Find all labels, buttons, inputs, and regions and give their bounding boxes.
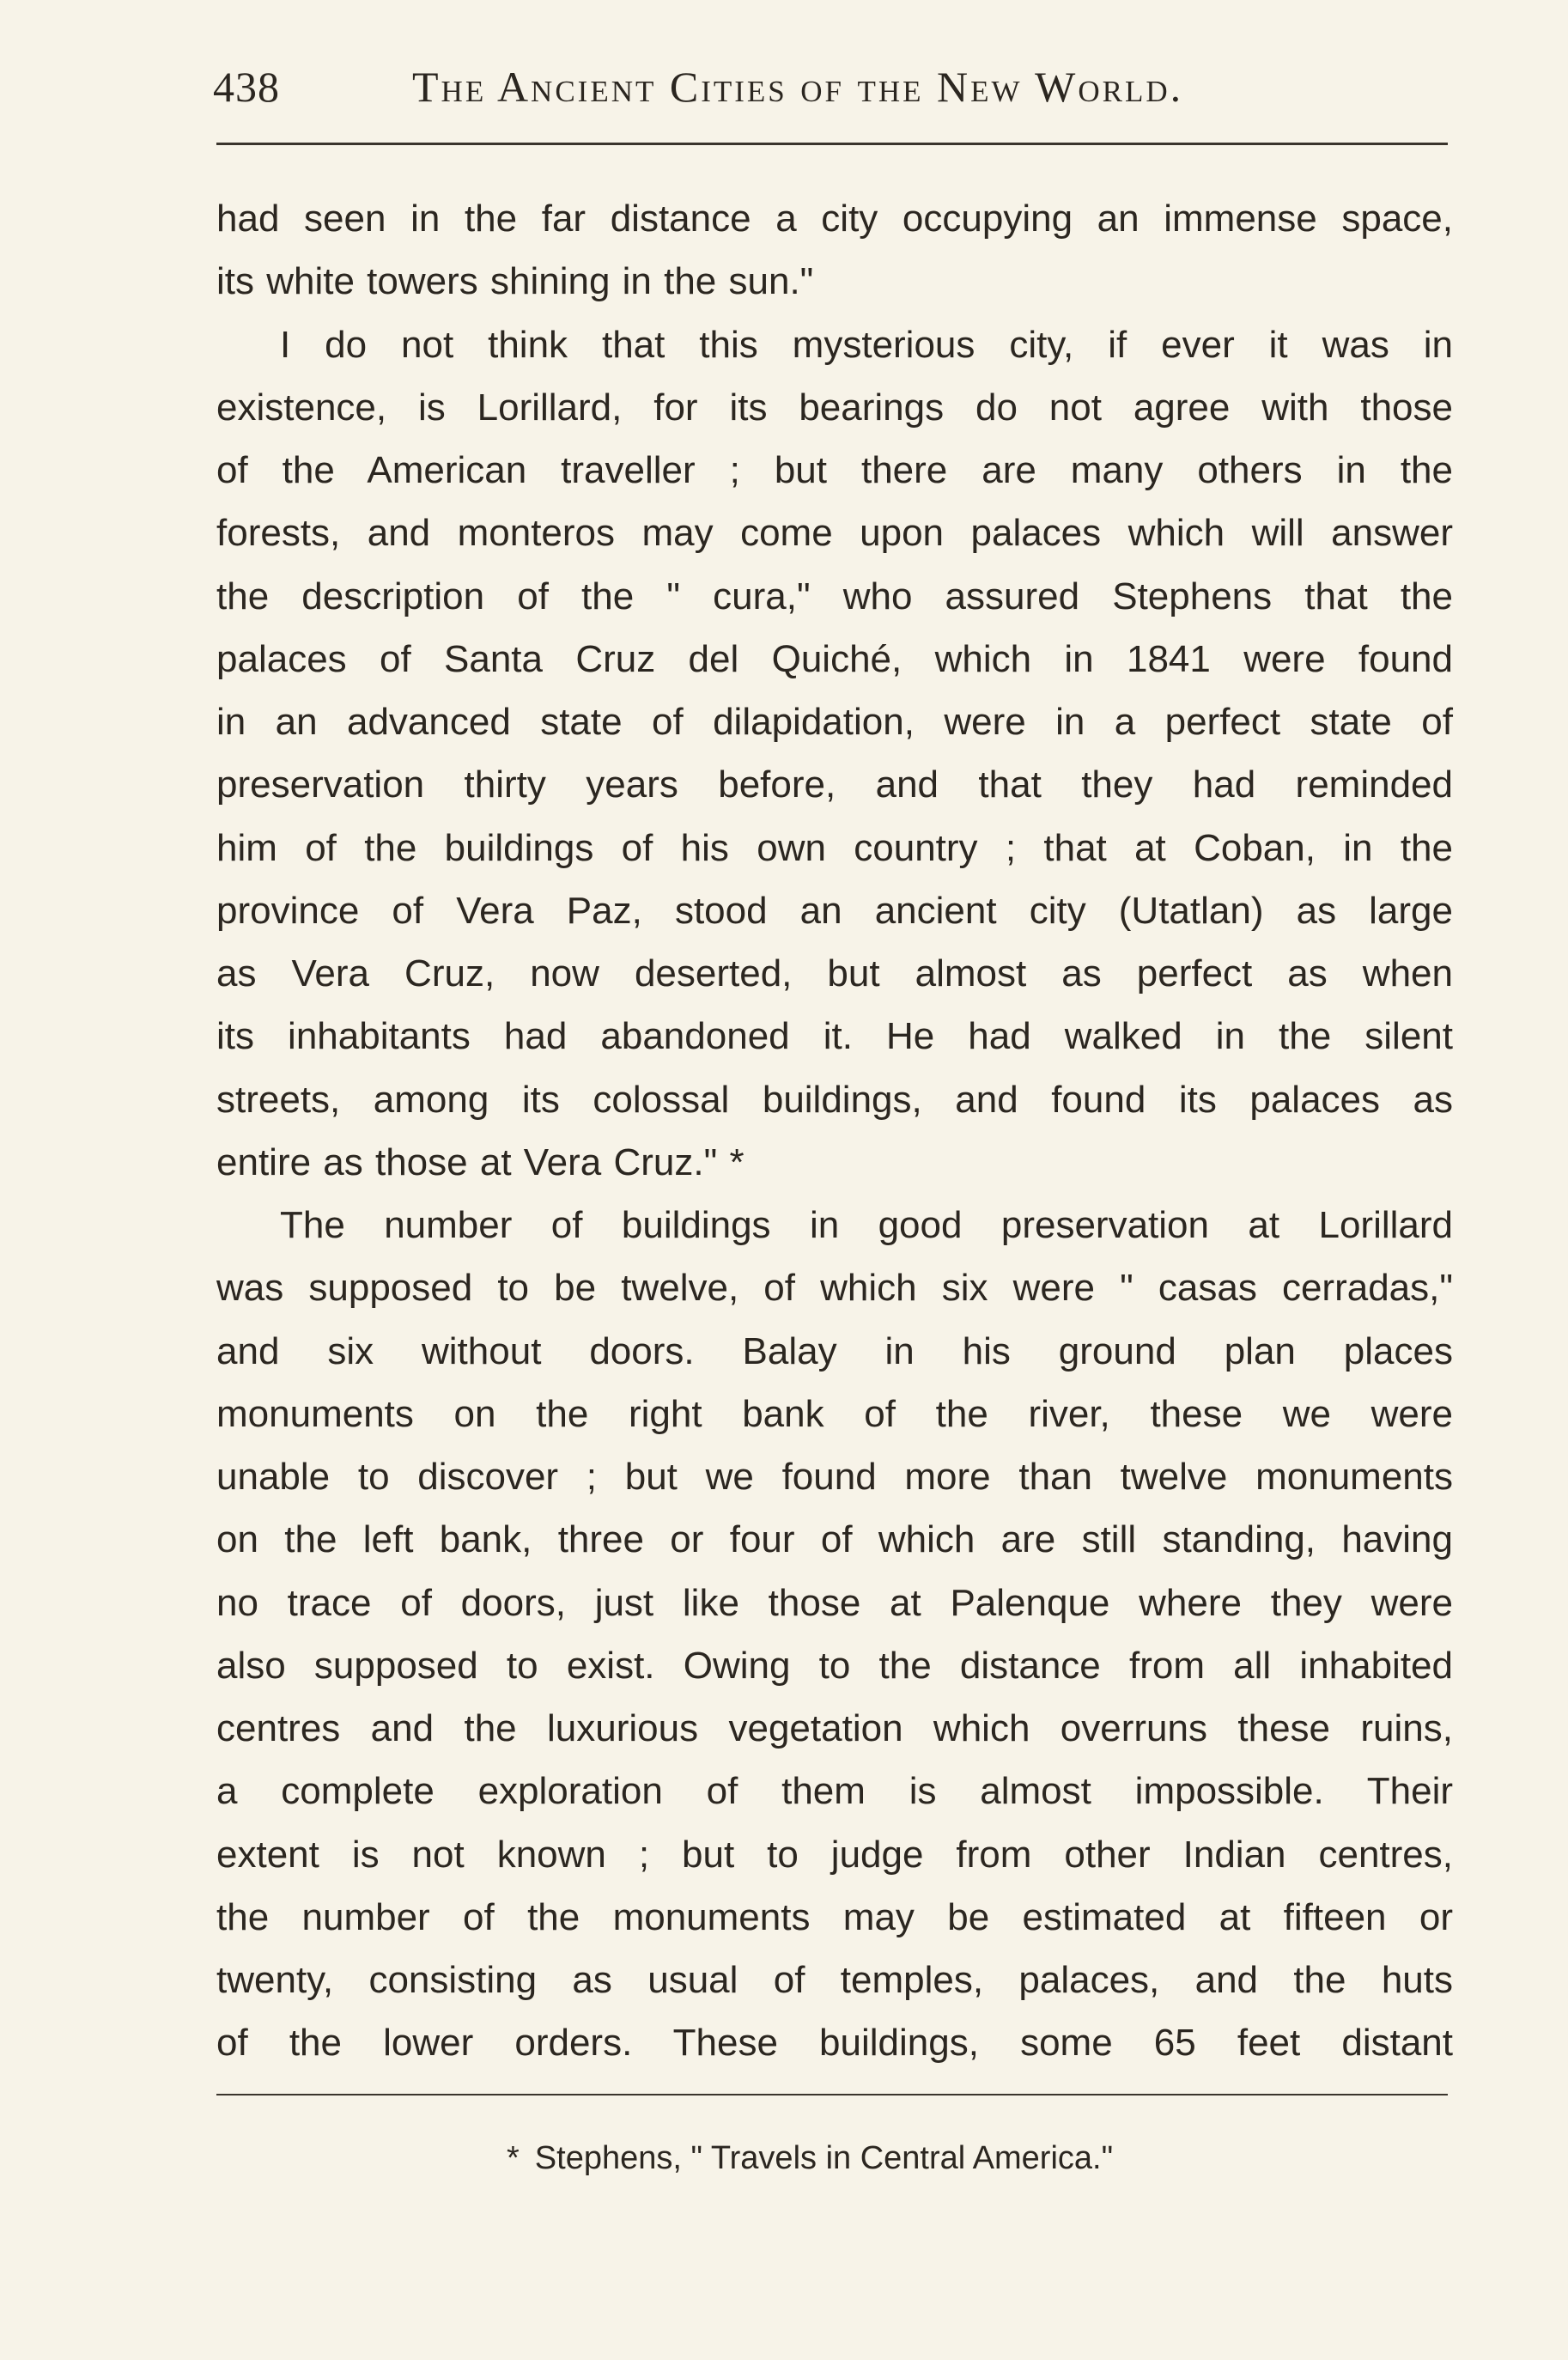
text-line: unable to discover ; but we found more than twelve monuments <box>216 1456 1453 1498</box>
text-line: forests, and monteros may come upon palaces which will answer <box>216 512 1453 555</box>
text-line: province of Vera Paz, stood an ancient city (Utatlan) as large <box>216 889 1453 932</box>
body-text <box>216 187 1453 2075</box>
running-title: The Ancient Cities of the New World. <box>412 63 1184 111</box>
text-line: existence, is Lorillard, for its bearings do not agree with those <box>216 386 1453 429</box>
text-line: I do not think that this mysterious city, if ever it was in <box>280 323 1453 366</box>
text-line: no trace of doors, just like those at Palenque where they were <box>216 1581 1453 1624</box>
text-line: streets, among its colossal buildings, and found its palaces as <box>216 1078 1453 1121</box>
text-line: centres and the luxurious vegetation which overruns these ruins, <box>216 1707 1453 1749</box>
footnote-mark: * <box>507 2140 520 2176</box>
text-line: in an advanced state of dilapidation, were in a perfect state of <box>216 701 1453 743</box>
text-line: as Vera Cruz, now deserted, but almost as perfect as when <box>216 952 1453 994</box>
page-header <box>213 62 1449 122</box>
text-line: the description of the " cura," who assured Stephens that the <box>216 575 1453 617</box>
text-line: palaces of Santa Cruz del Quiché, which in 1841 were found <box>216 637 1453 680</box>
text-line: entire as those at Vera Cruz." * <box>216 1140 744 1183</box>
page-number: 438 <box>213 63 280 111</box>
text-line: was supposed to be twelve, of which six were " casas cerradas," <box>216 1267 1453 1310</box>
header-rule <box>216 143 1448 145</box>
text-line: a complete exploration of them is almost impossible. Their <box>216 1770 1453 1813</box>
text-line: its inhabitants had abandoned it. He had walked in the silent <box>216 1015 1453 1058</box>
text-line: twenty, consisting as usual of temples, palaces, and the huts <box>216 1959 1453 2001</box>
text-line: on the left bank, three or four of which are still standing, having <box>216 1518 1453 1561</box>
text-line: had seen in the far distance a city occupying an immense space, <box>216 198 1453 240</box>
footnote-rule <box>216 2094 1448 2095</box>
text-line: preservation thirty years before, and that they had reminded <box>216 763 1453 806</box>
text-line: its white towers shining in the sun." <box>216 260 814 303</box>
text-line: the number of the monuments may be estimated at fifteen or <box>216 1895 1453 1938</box>
text-line: The number of buildings in good preservation at Lorillard <box>280 1204 1453 1246</box>
text-line: also supposed to exist. Owing to the distance from all inhabited <box>216 1644 1453 1687</box>
text-line: of the American traveller ; but there are many others in the <box>216 449 1453 491</box>
footnote <box>507 2140 1113 2177</box>
footnote-text: Stephens, " Travels in Central America." <box>534 2140 1114 2176</box>
text-line: him of the buildings of his own country ; that at Coban, in the <box>216 826 1453 869</box>
text-line: extent is not known ; but to judge from other Indian centres, <box>216 1833 1453 1876</box>
text-line: of the lower orders. These buildings, some 65 feet distant <box>216 2022 1453 2065</box>
text-line: and six without doors. Balay in his ground plan places <box>216 1329 1453 1372</box>
text-line: monuments on the right bank of the river, these we were <box>216 1392 1453 1435</box>
